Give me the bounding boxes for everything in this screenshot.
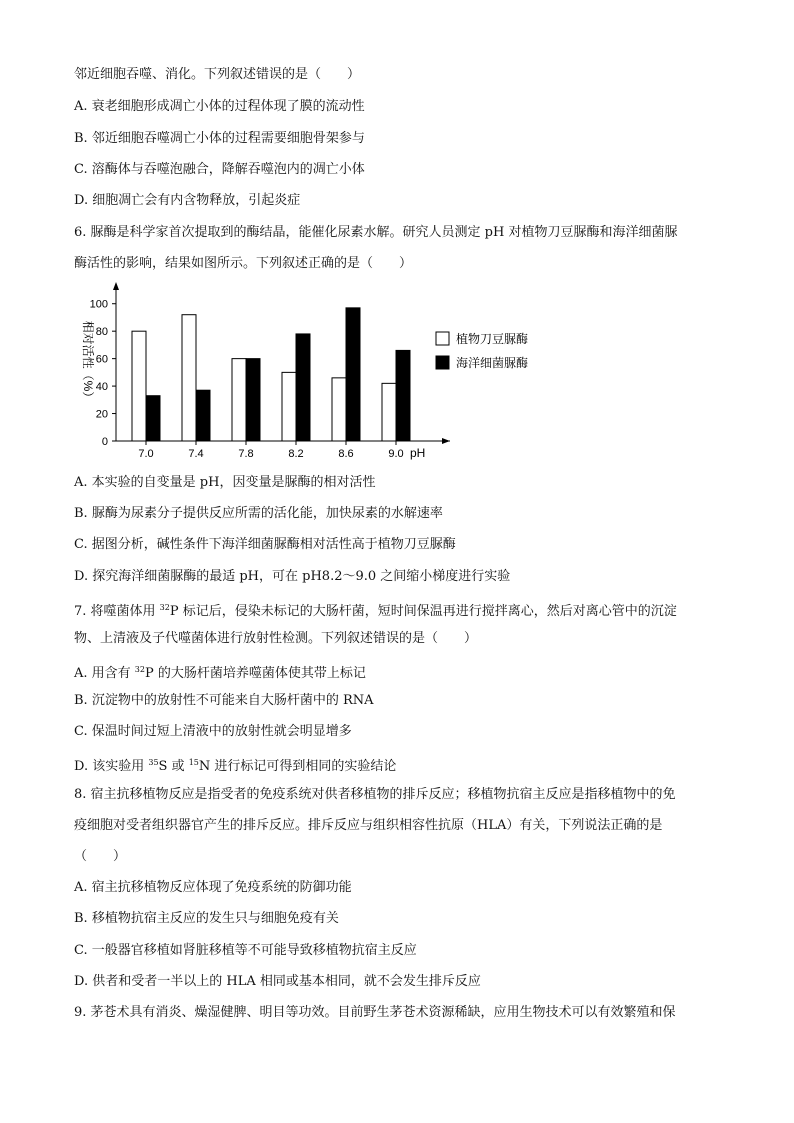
bar-plant-7.8	[232, 359, 246, 441]
bar-plant-8.2	[282, 372, 296, 441]
q5-option-b: B. 邻近细胞吞噬凋亡小体的过程需要细胞骨架参与	[74, 131, 365, 146]
chart-ylabel: 相对活性（%）	[81, 320, 95, 404]
bar-marine-9.0	[396, 350, 410, 441]
legend-swatch	[436, 332, 449, 345]
bar-marine-7.4	[196, 390, 210, 441]
x-tick-label: 7.8	[238, 448, 254, 460]
q8-stem-line-3: （ ）	[74, 849, 127, 864]
q7-option-a: A. 用含有 $^{32}$P 的大肠杆菌培养噬菌体使其带上标记	[74, 665, 366, 681]
y-tick-label: 40	[95, 381, 108, 394]
x-tick-label: 9.0	[388, 448, 404, 460]
q6-option-a: A. 本实验的自变量是 pH，因变量是脲酶的相对活性	[74, 475, 376, 490]
q5-stem-tail: 邻近细胞吞噬、消化。下列叙述错误的是（ ）	[74, 67, 361, 82]
urease-activity-chart	[70, 280, 550, 465]
y-tick-label: 60	[95, 353, 108, 366]
q8-option-c: C. 一般器官移植如肾脏移植等不可能导致移植物抗宿主反应	[74, 943, 417, 958]
q6-stem-line-2: 酶活性的影响，结果如图所示。下列叙述正确的是（ ）	[74, 256, 413, 271]
bar-marine-7.8	[246, 359, 260, 441]
q8-option-d: D. 供者和受者一半以上的 HLA 相同或基本相同，就不会发生排斥反应	[74, 974, 481, 989]
q5-option-c: C. 溶酶体与吞噬泡融合，降解吞噬泡内的凋亡小体	[74, 162, 365, 177]
bar-marine-7.0	[146, 396, 160, 441]
legend-label: 植物刀豆脲酶	[456, 332, 529, 346]
q9-stem-line-1: 9. 茅苍术具有消炎、燥湿健脾、明目等功效。目前野生茅苍术资源稀缺，应用生物技术可以有效繁殖和保	[74, 1005, 676, 1020]
y-tick-label: 0	[101, 436, 108, 448]
q7-stem-line-1: 7. 将噬菌体用 $^{32}$P 标记后，侵染未标记的大肠杆菌，短时间保温再进行搅拌离心，然后对离心管中的沉淀	[74, 603, 677, 619]
q6-stem-line-1: 6. 脲酶是科学家首次提取到的酶结晶，能催化尿素水解。研究人员测定 pH 对植物刀豆脲酶和海洋细菌脲	[74, 225, 678, 240]
q7-option-d: D. 该实验用 $^{35}$S 或 $^{15}$N 进行标记可得到相同的实验结论	[74, 758, 397, 774]
q6-option-d: D. 探究海洋细菌脲酶的最适 pH，可在 pH8.2～9.0 之间缩小梯度进行实验	[74, 569, 511, 584]
chart-xlabel: pH	[410, 446, 426, 460]
x-axis-arrow	[442, 438, 450, 444]
q6-option-b: B. 脲酶为尿素分子提供反应所需的活化能，加快尿素的水解速率	[74, 506, 443, 521]
q5-option-a: A. 衰老细胞形成凋亡小体的过程体现了膜的流动性	[74, 99, 365, 114]
y-tick-label: 100	[89, 298, 108, 311]
bar-marine-8.6	[346, 308, 360, 441]
bar-plant-9.0	[382, 383, 396, 441]
bar-plant-8.6	[332, 378, 346, 441]
x-tick-label: 8.6	[338, 448, 354, 460]
q8-stem-line-1: 8. 宿主抗移植物反应是指受者的免疫系统对供者移植物的排斥反应；移植物抗宿主反应是指移植物中的免	[74, 787, 676, 802]
q8-stem-line-2: 疫细胞对受者组织器官产生的排斥反应。排斥反应与组织相容性抗原（HLA）有关，下列说法正确的是	[74, 818, 663, 833]
q6-option-c: C. 据图分析，碱性条件下海洋细菌脲酶相对活性高于植物刀豆脲酶	[74, 537, 456, 552]
legend-swatch	[436, 356, 449, 369]
bar-plant-7.0	[132, 331, 146, 441]
y-tick-label: 20	[95, 408, 108, 421]
legend-label: 海洋细菌脲酶	[456, 356, 529, 370]
bar-marine-8.2	[296, 334, 310, 441]
q5-option-d: D. 细胞凋亡会有内含物释放，引起炎症	[74, 193, 301, 208]
q7-option-c: C. 保温时间过短上清液中的放射性就会明显增多	[74, 724, 352, 739]
x-tick-label: 7.4	[188, 448, 204, 460]
x-tick-label: 8.2	[288, 448, 304, 460]
x-tick-label: 7.0	[138, 448, 154, 460]
chart-legend	[436, 331, 528, 370]
q8-option-a: A. 宿主抗移植物反应体现了免疫系统的防御功能	[74, 880, 352, 895]
q8-option-b: B. 移植物抗宿主反应的发生只与细胞免疫有关	[74, 911, 339, 926]
q7-option-b: B. 沉淀物中的放射性不可能来自大肠杆菌中的 RNA	[74, 693, 374, 708]
q7-stem-line-2: 物、上清液及子代噬菌体进行放射性检测。下列叙述错误的是（ ）	[74, 631, 478, 646]
y-axis-arrow	[113, 282, 119, 290]
bar-plant-7.4	[182, 315, 196, 441]
y-tick-label: 80	[95, 326, 108, 339]
chart-bars	[132, 308, 410, 441]
